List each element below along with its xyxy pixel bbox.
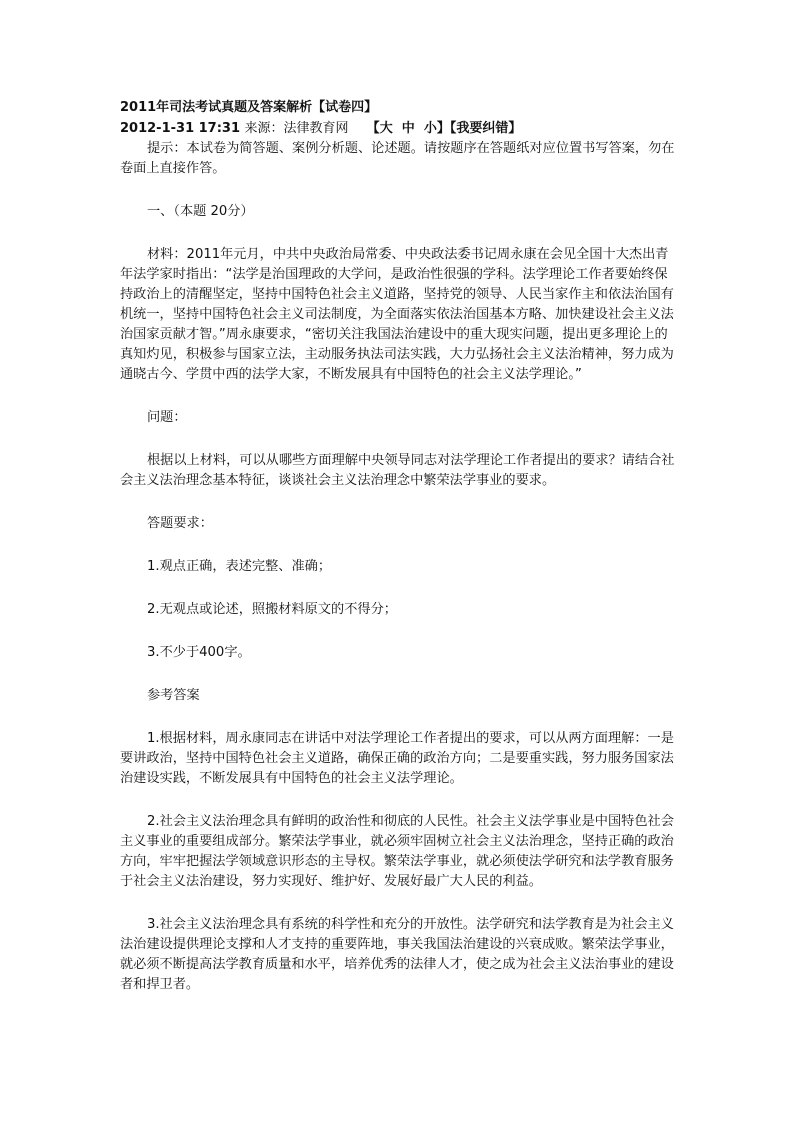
- article-meta: [120, 118, 680, 139]
- report-error-link[interactable]: 【我要纠错】: [449, 121, 522, 136]
- font-large-link[interactable]: 大: [379, 121, 393, 136]
- article-title: 2011年司法考试真题及答案解析【试卷四】: [120, 100, 378, 115]
- question-text: 根据以上材料，可以从哪些方面理解中央领导同志对法学理论工作者提出的要求？请结合社会主义法治理念基本特征，谈谈社会主义法治理念中繁荣法学事业的要求。: [120, 453, 675, 488]
- font-small-link[interactable]: 小: [423, 121, 437, 136]
- requirement-item: 1.观点正确，表述完整、准确；: [147, 559, 332, 574]
- document-page: [120, 97, 680, 995]
- publish-datetime: 2012-1-31 17:31: [120, 121, 241, 136]
- section-heading: 一、（本题 20分）: [147, 204, 254, 219]
- article-source: 来源：法律教育网: [244, 121, 349, 136]
- font-size-selector: 【大 中 小】: [366, 121, 450, 136]
- answer-label: 参考答案: [147, 688, 200, 703]
- material-paragraph: 材料：2011年元月，中共中央政治局常委、中央政法委书记周永康在会见全国十大杰出青年法学家时指出：“法学是治国理政的大学问，是政治性很强的学科。法学理论工作者要始终保持政治上的清醒坚定，坚持中国特色社会主义道路，坚持党的领导、人民当家作主和依法治国有机统一，坚持中国特色社会主义司法制度，为全面落实依法治国基本方略、加快建设社会主义法治国家贡献才智。”周永康要求，“密切关注我国法治建设中的重大现实问题，提出更多理论上的真知灼见，积极参与国家立法，主动服务执法司法实践，大力弘扬社会主义法治精神，努力成为通晓古今、学贯中西的法学大家，不断发展具有中国特色的社会主义法学理论。”: [120, 247, 674, 382]
- answer-paragraph: 2.社会主义法治理念具有鲜明的政治性和彻底的人民性。社会主义法学事业是中国特色社会主义事业的重要组成部分。繁荣法学事业，就必须牢固树立社会主义法治理念，坚持正确的政治方向，牢牢把握法学领域意识形态的主导权。繁荣法学事业，就必须使法学研究和法学教育服务于社会主义法治建设，努力实现好、维护好、发展好最广大人民的利益。: [120, 814, 674, 889]
- requirement-item: 2.无观点或论述，照搬材料原文的不得分；: [147, 602, 397, 617]
- exam-notice: 提示：本试卷为简答题、案例分析题、论述题。请按题序在答题纸对应位置书写答案，勿在卷面上直接作答。: [120, 141, 675, 176]
- font-medium-link[interactable]: 中: [401, 121, 415, 136]
- question-label: 问题：: [147, 410, 187, 425]
- requirement-item: 3.不少于400字。: [147, 645, 251, 660]
- answer-paragraph: 3.社会主义法治理念具有系统的科学性和充分的开放性。法学研究和法学教育是为社会主义法治建设提供理论支撑和人才支持的重要阵地，事关我国法治建设的兴衰成败。繁荣法学事业，就必须不断提高法学教育质量和水平，培养优秀的法律人才，使之成为社会主义法治事业的建设者和捍卫者。: [120, 917, 674, 992]
- answer-paragraph: 1.根据材料，周永康同志在讲话中对法学理论工作者提出的要求，可以从两方面理解：一是要讲政治，坚持中国特色社会主义道路，确保正确的政治方向；二是要重实践，努力服务国家法治建设实践，不断发展具有中国特色的社会主义法学理论。: [120, 731, 674, 786]
- requirements-label: 答题要求：: [147, 516, 213, 531]
